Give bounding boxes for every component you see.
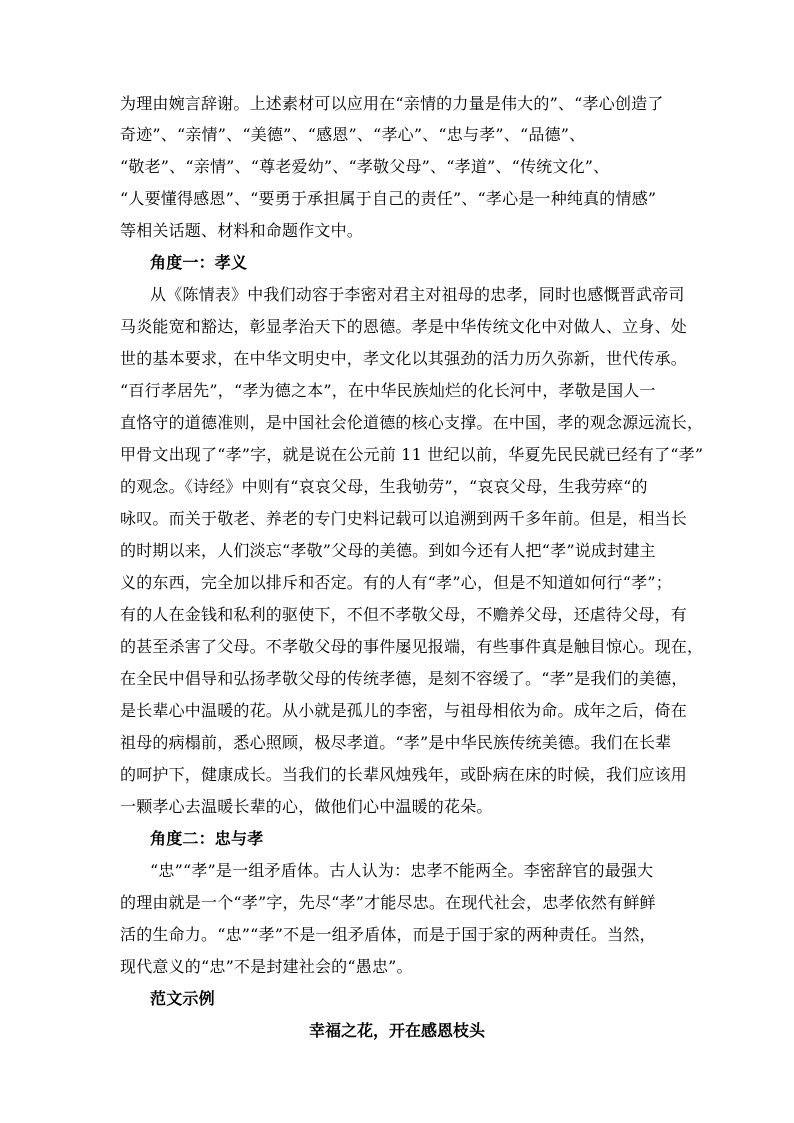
paragraph-2-line: 祖母的病榻前，悉心照顾，极尽孝道。“孝”是中华民族传统美德。我们在长辈 xyxy=(120,733,672,752)
paragraph-2-line: 有的人在金钱和私利的驱使下，不但不孝敬父母，不赡养父母，还虐待父母，有 xyxy=(120,605,688,624)
paragraph-3-line: 活的生命力。“忠”“孝”不是一组矛盾体，而是于国于家的两种责任。当然， xyxy=(120,925,656,944)
paragraph-2-line: “百行孝居先”，“孝为德之本”，在中华民族灿烂的化长河中，孝敬是国人一 xyxy=(120,381,656,400)
paragraph-1-line: “人要懂得感恩”、“要勇于承担属于自己的责任”、“孝心是一种纯真的情感” xyxy=(120,189,657,208)
paragraph-3-line: “忠”“孝”是一组矛盾体。古人认为：忠孝不能两全。李密辞官的最强大 xyxy=(150,861,654,880)
paragraph-1-line: “敬老”、“亲情”、“尊老爱幼”、“孝敬父母”、“孝道”、“传统文化”、 xyxy=(120,157,610,176)
paragraph-2-line: 在全民中倡导和弘扬孝敬父母的传统孝德，是刻不容缓了。“孝”是我们的美德， xyxy=(120,669,688,688)
paragraph-2-line: 义的东西，完全加以排斥和否定。有的人有“孝”心，但是不知道如何行“孝”； xyxy=(120,573,672,592)
paragraph-2-line: 一颗孝心去温暖长辈的心，做他们心中温暖的花朵。 xyxy=(120,797,493,816)
paragraph-2-line: 甲骨文出现了“孝”字，就是说在公元前 11 世纪以前，华夏先民民就已经有了“孝” xyxy=(120,445,704,464)
section-heading-xiaoyi: 角度一：孝义 xyxy=(150,253,248,272)
essay-title: 幸福之花，开在感恩枝头 xyxy=(308,1021,485,1040)
paragraph-2-line: 咏叹。而关于敬老、养老的专门史料记载可以追溯到两千多年前。但是，相当长 xyxy=(120,509,688,528)
paragraph-1-line: 等相关话题、材料和命题作文中。 xyxy=(120,221,364,240)
paragraph-2-line: 的观念。《诗经》中则有“哀哀父母，生我劬劳”，“哀哀父母，生我劳瘁“的 xyxy=(120,477,648,496)
paragraph-3-line: 现代意义的“忠”不是封建社会的“愚忠”。 xyxy=(120,957,413,976)
paragraph-3-line: 的理由就是一个“孝”字，先尽“孝”才能尽忠。在现代社会，忠孝依然有鲜鲜 xyxy=(120,893,656,912)
paragraph-2-line: 直恪守的道德准则，是中国社会伦道德的核心支撑。在中国，孝的观念源远流长， xyxy=(120,413,704,432)
paragraph-2-line: 的甚至杀害了父母。不孝敬父母的事件屡见报端，有些事件真是触目惊心。现在， xyxy=(120,637,704,656)
paragraph-1-line: 奇迹”、“亲情”、“美德”、“感恩”、“孝心”、“忠与孝”、“品德”、 xyxy=(120,125,586,144)
paragraph-2-line: 是长辈心中温暖的花。从小就是孤儿的李密，与祖母相依为命。成年之后，倚在 xyxy=(120,701,688,720)
paragraph-2-line: 的时期以来，人们淡忘“孝敬”父母的美德。到如今还有人把“孝”说成封建主 xyxy=(120,541,656,560)
paragraph-2-line: 马炎能宽和豁达，彰显孝治天下的恩德。孝是中华传统文化中对做人、立身、处 xyxy=(120,317,688,336)
paragraph-1-line: 为理由婉言辞谢。上述素材可以应用在“亲情的力量是伟大的”、“孝心创造了 xyxy=(120,94,664,113)
paragraph-2-line: 世的基本要求，在中华文明史中，孝文化以其强劲的活力历久弥新，世代传承。 xyxy=(120,349,688,368)
section-heading-sample-essay: 范文示例 xyxy=(150,989,215,1008)
paragraph-2-line: 的呵护下，健康成长。当我们的长辈风烛残年，或卧病在床的时候，我们应该用 xyxy=(120,765,688,784)
paragraph-2-line: 从《陈情表》中我们动容于李密对君主对祖母的忠孝，同时也感慨晋武帝司 xyxy=(150,285,685,304)
section-heading-zhong-yu-xiao: 角度二：忠与孝 xyxy=(150,829,264,848)
